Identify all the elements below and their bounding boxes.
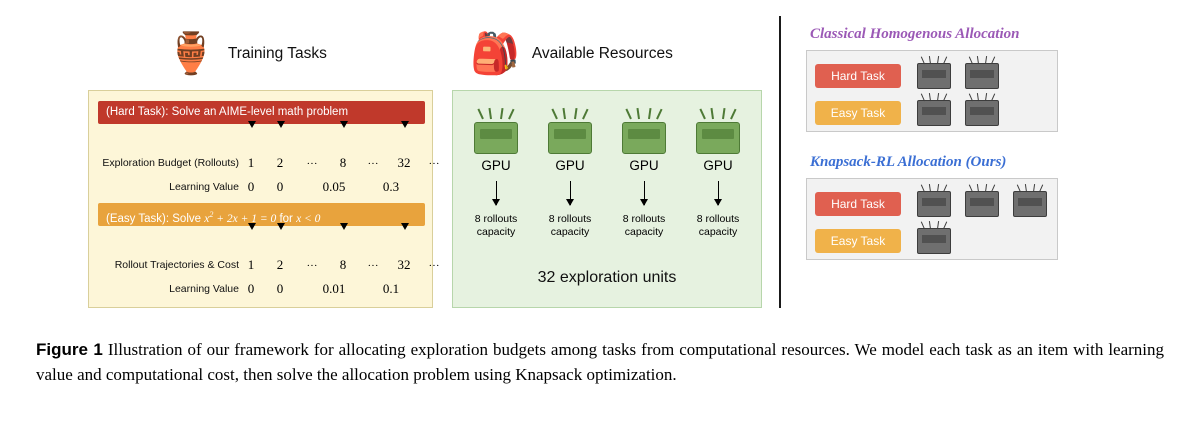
training-tasks-panel bbox=[88, 18, 440, 308]
gpu-capacity bbox=[535, 213, 605, 239]
easy-task-pill: Easy Task bbox=[815, 229, 901, 253]
gpu-icon bbox=[917, 63, 951, 89]
gpu-label: GPU bbox=[555, 158, 585, 173]
gpu-capacity bbox=[609, 213, 679, 239]
available-resources-header bbox=[452, 18, 762, 90]
hard-task-bar: (Hard Task): Solve an AIME-level math problem bbox=[98, 101, 425, 124]
easy-learning-values bbox=[239, 281, 411, 297]
easy-task-mid: for bbox=[276, 212, 297, 225]
allocation-row bbox=[815, 61, 1047, 91]
rollout-cost-values bbox=[239, 257, 447, 273]
rollout-cost-label: Rollout Trajectories & Cost bbox=[114, 259, 239, 271]
gpu-column bbox=[609, 107, 679, 239]
gpu-icon bbox=[965, 100, 999, 126]
easy-task-pill: Easy Task bbox=[815, 101, 901, 125]
easy-learning-value-label: Learning Value bbox=[169, 283, 239, 295]
gpu-icon bbox=[1013, 191, 1047, 217]
gpu-antenna-icon bbox=[918, 92, 950, 101]
gpu-column bbox=[535, 107, 605, 239]
gpu-capacity-line1: 8 rollouts bbox=[696, 213, 740, 225]
gpu-capacity-line2: capacity bbox=[476, 226, 516, 239]
allocated-gpus bbox=[917, 228, 951, 254]
gpu-capacity-line2: capacity bbox=[550, 226, 590, 239]
training-tasks-emoji-icon: 🏺 bbox=[166, 31, 216, 76]
budget-value: 2 bbox=[276, 155, 284, 170]
rollout-value: 2 bbox=[276, 257, 284, 272]
learning-value: 0 bbox=[276, 179, 284, 194]
hard-learning-values bbox=[239, 179, 411, 195]
gpu-antenna-icon bbox=[966, 92, 998, 101]
gpu-antenna-icon bbox=[697, 107, 739, 119]
budget-value: 8 bbox=[339, 155, 347, 170]
budget-value: 32 bbox=[397, 155, 411, 170]
gpu-antenna-icon bbox=[918, 55, 950, 64]
training-tasks-label: Training Tasks bbox=[227, 45, 327, 62]
easy-task-equation: $x^2 + 2x + 1 = 0$ bbox=[204, 210, 277, 225]
allocation-row bbox=[815, 98, 1047, 128]
rollout-value: 32 bbox=[397, 257, 411, 272]
gpu-arrow-icon bbox=[718, 181, 719, 205]
gpu-arrow-icon bbox=[496, 181, 497, 205]
rollout-ellipsis: ··· bbox=[367, 260, 379, 272]
gpu-antenna-icon bbox=[475, 107, 517, 119]
total-exploration-units: 32 exploration units bbox=[537, 269, 677, 286]
allocation-row bbox=[815, 226, 1047, 256]
learning-value: 0.01 bbox=[322, 281, 346, 296]
classical-allocation-title: Classical Homogenous Allocation bbox=[810, 26, 1020, 42]
gpu-arrow-icon bbox=[570, 181, 571, 205]
figure-caption bbox=[36, 338, 1164, 387]
gpu-antenna-icon bbox=[966, 183, 998, 192]
backpack-emoji-icon: 🎒 bbox=[470, 31, 520, 76]
gpu-icon bbox=[965, 191, 999, 217]
learning-value: 0.1 bbox=[382, 281, 400, 296]
gpu-icon bbox=[917, 228, 951, 254]
gpu-capacity-line2: capacity bbox=[698, 226, 738, 239]
gpu-antenna-icon bbox=[623, 107, 665, 119]
hard-learning-value-label: Learning Value bbox=[169, 181, 239, 193]
allocation-row bbox=[815, 189, 1047, 219]
gpu-column bbox=[683, 107, 753, 239]
rollout-value: 8 bbox=[339, 257, 347, 272]
learning-value: 0 bbox=[276, 281, 284, 296]
allocation-comparison-panel bbox=[800, 18, 1090, 308]
figure-number: Figure 1 bbox=[36, 340, 103, 359]
gpu-icon bbox=[917, 191, 951, 217]
gpu-antenna-icon bbox=[918, 183, 950, 192]
gpu-column bbox=[461, 107, 531, 239]
gpu-capacity bbox=[683, 213, 753, 239]
hard-task-pill: Hard Task bbox=[815, 64, 901, 88]
gpu-icon bbox=[548, 122, 592, 154]
budget-value: 1 bbox=[247, 155, 255, 170]
easy-task-prefix: (Easy Task): Solve bbox=[106, 212, 205, 225]
gpu-antenna-icon bbox=[549, 107, 591, 119]
easy-task-bar bbox=[98, 203, 425, 226]
gpu-capacity-line1: 8 rollouts bbox=[548, 213, 592, 225]
gpu-icon bbox=[965, 63, 999, 89]
gpu-antenna-icon bbox=[918, 220, 950, 229]
allocated-gpus bbox=[917, 191, 1047, 217]
learning-value: 0.3 bbox=[382, 179, 400, 194]
classical-allocation-box bbox=[806, 50, 1058, 132]
knapsack-allocation-title: Knapsack-RL Allocation (Ours) bbox=[810, 154, 1007, 170]
learning-value: 0.05 bbox=[322, 179, 346, 194]
gpu-antenna-icon bbox=[966, 55, 998, 64]
available-resources-label: Available Resources bbox=[531, 45, 673, 62]
easy-task-condition: x < 0 bbox=[296, 212, 321, 225]
available-resources-panel bbox=[452, 18, 762, 308]
figure-caption-text: Illustration of our framework for allocating exploration budgets among tasks from computational resources. We model each task as an item with learning value and computational cost, then solve the allocation problem using Knapsack optimization. bbox=[36, 340, 1165, 384]
budget-ellipsis: ··· bbox=[428, 158, 440, 170]
budget-ellipsis: ··· bbox=[367, 158, 379, 170]
gpu-label: GPU bbox=[481, 158, 511, 173]
gpu-icon bbox=[917, 100, 951, 126]
exploration-budget-label: Exploration Budget (Rollouts) bbox=[102, 157, 239, 169]
rollout-ellipsis: ··· bbox=[306, 260, 318, 272]
hard-task-pill: Hard Task bbox=[815, 192, 901, 216]
learning-value: 0 bbox=[247, 179, 255, 194]
gpu-arrow-icon bbox=[644, 181, 645, 205]
gpu-icon bbox=[622, 122, 666, 154]
rollout-value: 1 bbox=[247, 257, 255, 272]
learning-value: 0 bbox=[247, 281, 255, 296]
gpu-capacity bbox=[461, 213, 531, 239]
budget-ellipsis: ··· bbox=[306, 158, 318, 170]
resources-box bbox=[452, 90, 762, 308]
training-tasks-header bbox=[88, 18, 433, 90]
exploration-budget-values bbox=[239, 155, 447, 171]
gpu-capacity-line2: capacity bbox=[624, 226, 664, 239]
allocated-gpus bbox=[917, 63, 999, 89]
vertical-divider bbox=[779, 16, 781, 308]
gpu-capacity-line1: 8 rollouts bbox=[622, 213, 666, 225]
gpu-icon bbox=[696, 122, 740, 154]
gpu-antenna-icon bbox=[1014, 183, 1046, 192]
gpu-label: GPU bbox=[629, 158, 659, 173]
rollout-ellipsis: ··· bbox=[428, 260, 440, 272]
allocated-gpus bbox=[917, 100, 999, 126]
gpu-capacity-line1: 8 rollouts bbox=[474, 213, 518, 225]
gpu-icon bbox=[474, 122, 518, 154]
knapsack-allocation-box bbox=[806, 178, 1058, 260]
training-tasks-box bbox=[88, 90, 440, 308]
gpu-label: GPU bbox=[703, 158, 733, 173]
